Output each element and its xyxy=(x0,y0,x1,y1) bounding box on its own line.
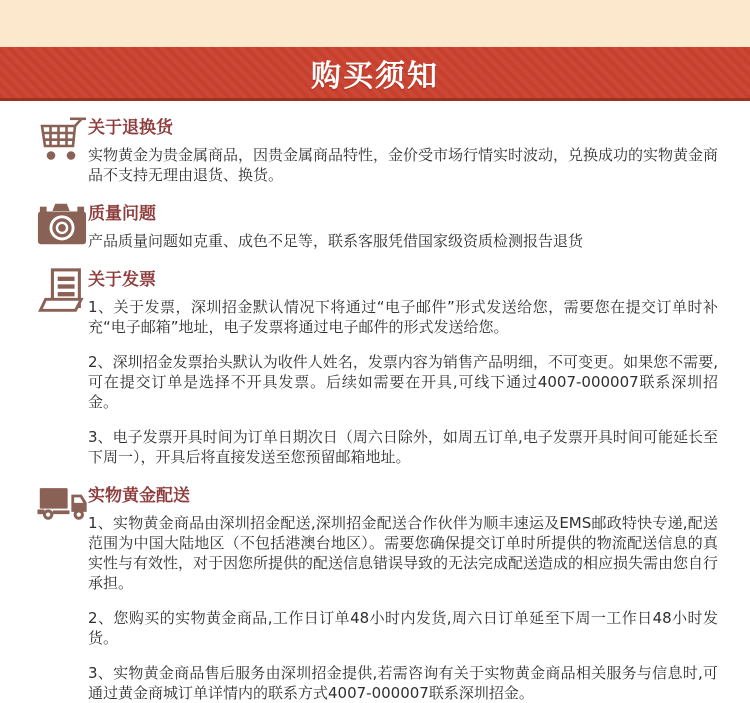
section-heading: 质量问题 xyxy=(88,204,156,224)
section-paragraph: 1、关于发票，深圳招金默认情况下将通过“电子邮件”形式发送给您，需要您在提交订单时补充“电子邮箱”地址，电子发票将通过电子邮件的形式发送给您。 xyxy=(88,298,718,336)
section-icon-col xyxy=(37,485,88,703)
section-returns xyxy=(37,117,718,185)
section-icon-col xyxy=(37,203,88,251)
section-invoice xyxy=(37,269,718,467)
truck-icon xyxy=(37,483,89,523)
section-text-col xyxy=(88,203,718,251)
page-title: 购买须知 xyxy=(311,58,439,94)
section-paragraph: 2、深圳招金发票抬头默认为收件人姓名，发票内容为销售产品明细，不可变更。如果您不需要,可在提交订单是选择不开具发票。后续如需要在开具,可线下通过4007-000007联系深圳招金。 xyxy=(88,353,718,411)
section-paragraph: 产品质量问题如克重、成色不足等，联系客服凭借国家级资质检测报告退货 xyxy=(88,232,584,250)
section-heading: 实物黄金配送 xyxy=(88,486,190,506)
section-icon-col xyxy=(37,269,88,467)
section-text-col xyxy=(88,117,718,185)
cart-icon xyxy=(37,115,87,165)
section-heading: 关于退换货 xyxy=(88,118,173,138)
section-paragraph: 2、您购买的实物黄金商品,工作日订单48小时内发货,周六日订单延至下周一工作日48小时发货。 xyxy=(88,609,718,647)
section-paragraph: 3、实物黄金商品售后服务由深圳招金提供,若需咨询有关于实物黄金商品相关服务与信息时,可通过黄金商城订单详情内的联系方式4007-000007联系深圳招金。 xyxy=(88,664,718,702)
section-icon-col xyxy=(37,117,88,185)
notice-content xyxy=(0,101,750,703)
top-cream-band xyxy=(0,0,750,47)
section-quality xyxy=(37,203,718,251)
section-text-col xyxy=(88,269,718,467)
section-heading: 关于发票 xyxy=(88,270,156,290)
section-text-col xyxy=(88,485,718,703)
section-delivery xyxy=(37,485,718,703)
banner xyxy=(0,47,750,101)
section-paragraph: 1、实物黄金商品由深圳招金配送,深圳招金配送合作伙伴为顺丰速运及EMS邮政特快专递,配送范围为中国大陆地区（不包括港澳台地区）。需要您确保提交订单时所提供的物流配送信息的真实性与有效性，对于因您所提供的配送信息错误导致的无法完成配送造成的相应损失需由您自行承担。 xyxy=(88,514,719,592)
camera-icon xyxy=(37,201,87,247)
invoice-icon xyxy=(37,267,89,319)
section-paragraph: 实物黄金为贵金属商品，因贵金属商品特性，金价受市场行情实时波动，兑换成功的实物黄金商品不支持无理由退货、换货。 xyxy=(88,146,719,184)
section-paragraph: 3、电子发票开具时间为订单日期次日（周六日除外，如周五订单,电子发票开具时间可能延长至下周一），开具后将直接发送至您预留邮箱地址。 xyxy=(88,428,718,466)
